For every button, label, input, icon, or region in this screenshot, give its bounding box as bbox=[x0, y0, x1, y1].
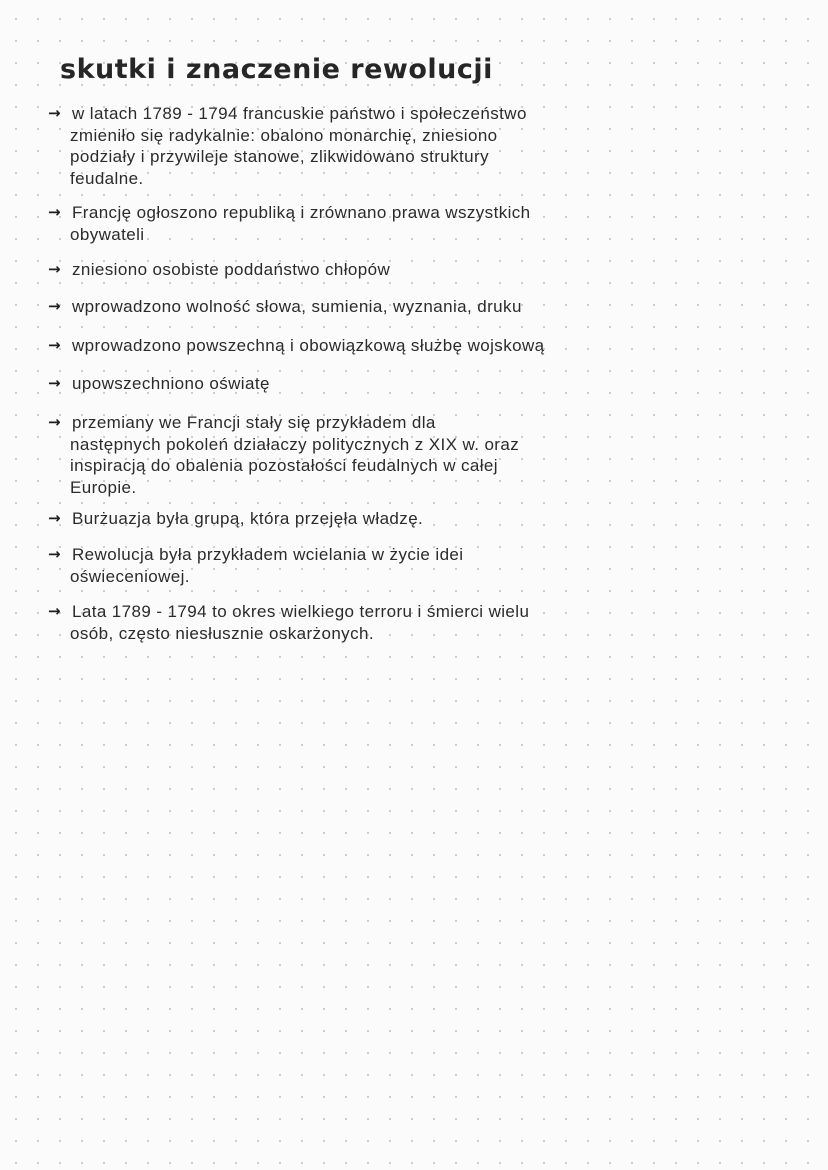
note-line: oświeceniowej. bbox=[70, 566, 190, 586]
arrow-icon: → bbox=[48, 602, 61, 620]
note-line: wprowadzono wolność słowa, sumienia, wyznania, druku bbox=[72, 297, 522, 316]
note-item-freedoms bbox=[48, 296, 766, 318]
note-item-political-changes bbox=[48, 103, 766, 189]
note-item-serfdom bbox=[48, 259, 766, 281]
arrow-icon: → bbox=[48, 374, 61, 392]
arrow-icon: → bbox=[48, 260, 61, 278]
note-item-republic bbox=[48, 202, 766, 245]
note-line: feudalne. bbox=[70, 168, 144, 188]
note-line: przemiany we Francji stały się przykładem dla bbox=[72, 413, 436, 432]
note-line: zmieniło się radykalnie: obalono monarchię, zniesiono bbox=[70, 125, 498, 145]
note-line: w latach 1789 - 1794 francuskie państwo i społeczeństwo bbox=[72, 104, 527, 123]
note-line: obywateli bbox=[70, 224, 145, 244]
note-item-enlightenment bbox=[48, 544, 766, 587]
note-line: osób, często niesłusznie oskarżonych. bbox=[70, 623, 374, 643]
note-line: Lata 1789 - 1794 to okres wielkiego terroru i śmierci wielu bbox=[72, 602, 530, 621]
arrow-icon: → bbox=[48, 336, 61, 354]
note-line: wprowadzono powszechną i obowiązkową służbę wojskową bbox=[72, 336, 545, 355]
arrow-icon: → bbox=[48, 545, 61, 563]
note-line: inspiracją do obalenia pozostałości feudalnych w całej bbox=[70, 456, 498, 475]
note-line: Burżuazja była grupą, która przejęła władzę. bbox=[72, 509, 424, 528]
arrow-icon: → bbox=[48, 509, 61, 527]
note-line: Francję ogłoszono republiką i zrównano prawa wszystkich bbox=[72, 203, 531, 222]
page-title: skutki i znaczenie rewolucji bbox=[60, 54, 493, 85]
arrow-icon: → bbox=[48, 297, 61, 315]
note-item-inspiration bbox=[48, 412, 766, 498]
note-item-bourgeoisie bbox=[48, 508, 766, 530]
note-line: upowszechniono oświatę bbox=[72, 374, 270, 393]
note-line: podziały i przywileje stanowe, zlikwidowano struktury bbox=[70, 147, 489, 166]
note-line: następnych pokoleń działaczy politycznych z XIX w. oraz bbox=[70, 434, 520, 454]
arrow-icon: → bbox=[48, 104, 61, 122]
note-line: Europie. bbox=[70, 477, 137, 497]
note-item-terror bbox=[48, 601, 766, 644]
arrow-icon: → bbox=[48, 203, 61, 221]
note-item-military-service bbox=[48, 335, 766, 357]
note-line: zniesiono osobiste poddaństwo chłopów bbox=[72, 260, 391, 279]
note-line: Rewolucja była przykładem wcielania w życie idei bbox=[72, 545, 464, 564]
note-item-education bbox=[48, 373, 766, 395]
arrow-icon: → bbox=[48, 413, 61, 431]
